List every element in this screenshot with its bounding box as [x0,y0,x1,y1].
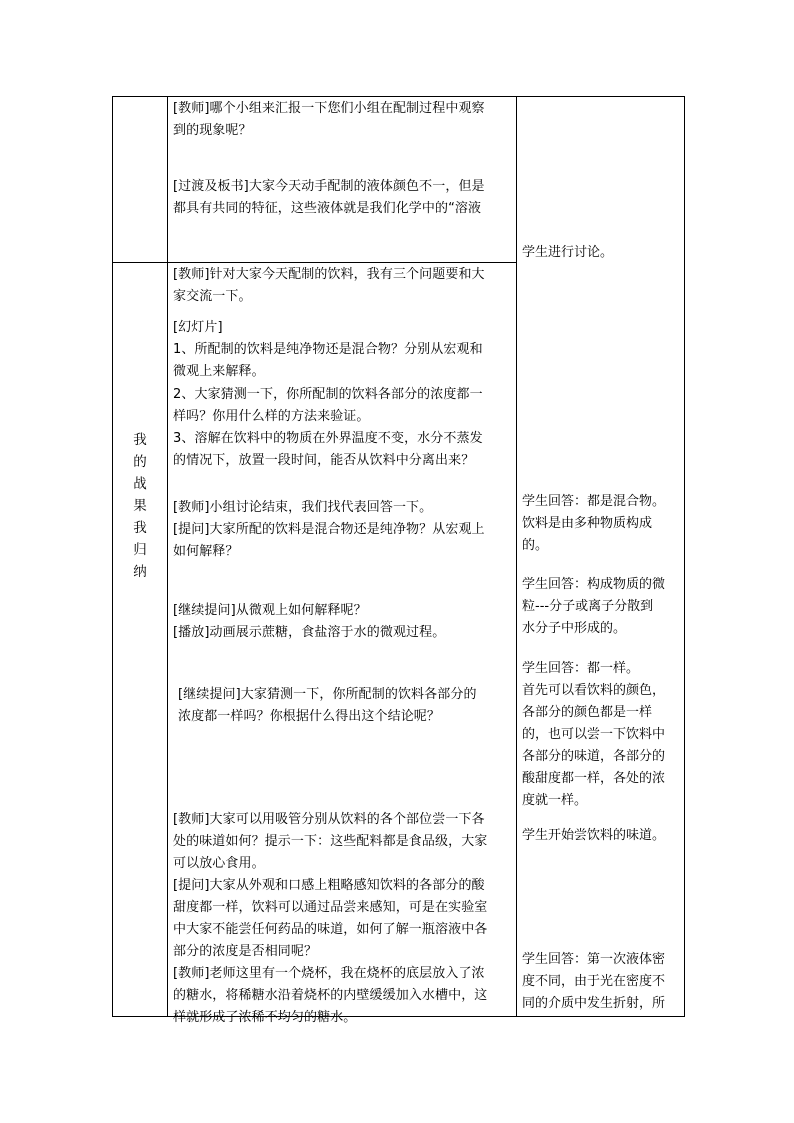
micro-explanation-prompt: [继续提问]从微观上如何解释呢？ [播放]动画展示蔗糖，食盐溶于水的微观过程。 [173,603,446,640]
table-border-top [112,96,685,97]
section-label-my-results: 我 的 战 果 我 归 纳 [133,432,147,580]
student-answer-density: 学生回答：第一次液体密 度不同，由于光在密度不 同的介质中发生折射，所 [522,952,666,1011]
row1-transition-board: [过渡及板书]大家今天动手配制的液体颜色不一，但是 都具有共同的特征，这些液体就是我们化学中的“溶液 [173,179,485,216]
row1-student-discussion: 学生进行讨论。 [522,245,614,260]
row-divider [112,262,517,263]
concentration-guess-prompt: [继续提问]大家猜测一下，你所配制的饮料各部分的 浓度都一样吗？你根据什么得出这个结论呢？ [178,687,477,724]
column-divider-1 [167,96,168,1017]
taste-and-beaker-instructions: [教师]大家可以用吸管分别从饮料的各个部位尝一下各 处的味道如何？提示一下：这些配料都是食品级，大家 可以放心食用。 [提问]大家从外观和口感上粗略感知饮料的各部分的酸 甜度都一样，饮料可以通过品尝来感知，可是在实验室 中大家不能尝任何药品的味道，如何了解一瓶溶液中各 部分的浓度是否相同呢？ [教师]老师这里有一个烧杯，我在烧杯的底层放入了浓 的糖水，将稀糖水沿着烧杯的内壁缓缓加入水槽中，这 样就形成了浓稀不均匀的糖水。 [173,812,488,1025]
table-border-left [112,96,113,1017]
student-taste-drink: 学生开始尝饮料的味道。 [522,828,666,843]
teacher-discussion-end: [教师]小组讨论结束，我们找代表回答一下。 [提问]大家所配的饮料是混合物还是纯净物？从宏观上 如何解释？ [173,500,485,559]
table-border-right [684,96,685,1017]
student-answer-same: 学生回答：都一样。 首先可以看饮料的颜色， 各部分的颜色都是一样 的，也可以尝一下饮料中 各部分的味道，各部分的 酸甜度都一样，各处的浓 度就一样。 [522,661,666,808]
column-divider-2 [516,96,517,1017]
teacher-three-questions: [教师]针对大家今天配制的饮料，我有三个问题要和大 家交流一下。 [173,267,485,304]
student-answer-mixture: 学生回答：都是混合物。 饮料是由多种物质构成 的。 [522,494,666,553]
student-answer-particles: 学生回答：构成物质的微 粒---分子或离子分散到 水分子中形成的。 [522,577,666,636]
row1-teacher-question: [教师]哪个小组来汇报一下您们小组在配制过程中观察 到的现象呢？ [173,101,485,138]
slide-questions: [幻灯片] 1、所配制的饮料是纯净物还是混合物？分别从宏观和 微观上来解释。 2、大家猜测一下，你所配制的饮料各部分的浓度都一 样吗？你用什么样的方法来验证。 3、溶解在饮料中的物质在外界温度不变，水分不蒸发 的情况下，放置一段时间，能否从饮料中分离出来？ [173,320,483,469]
